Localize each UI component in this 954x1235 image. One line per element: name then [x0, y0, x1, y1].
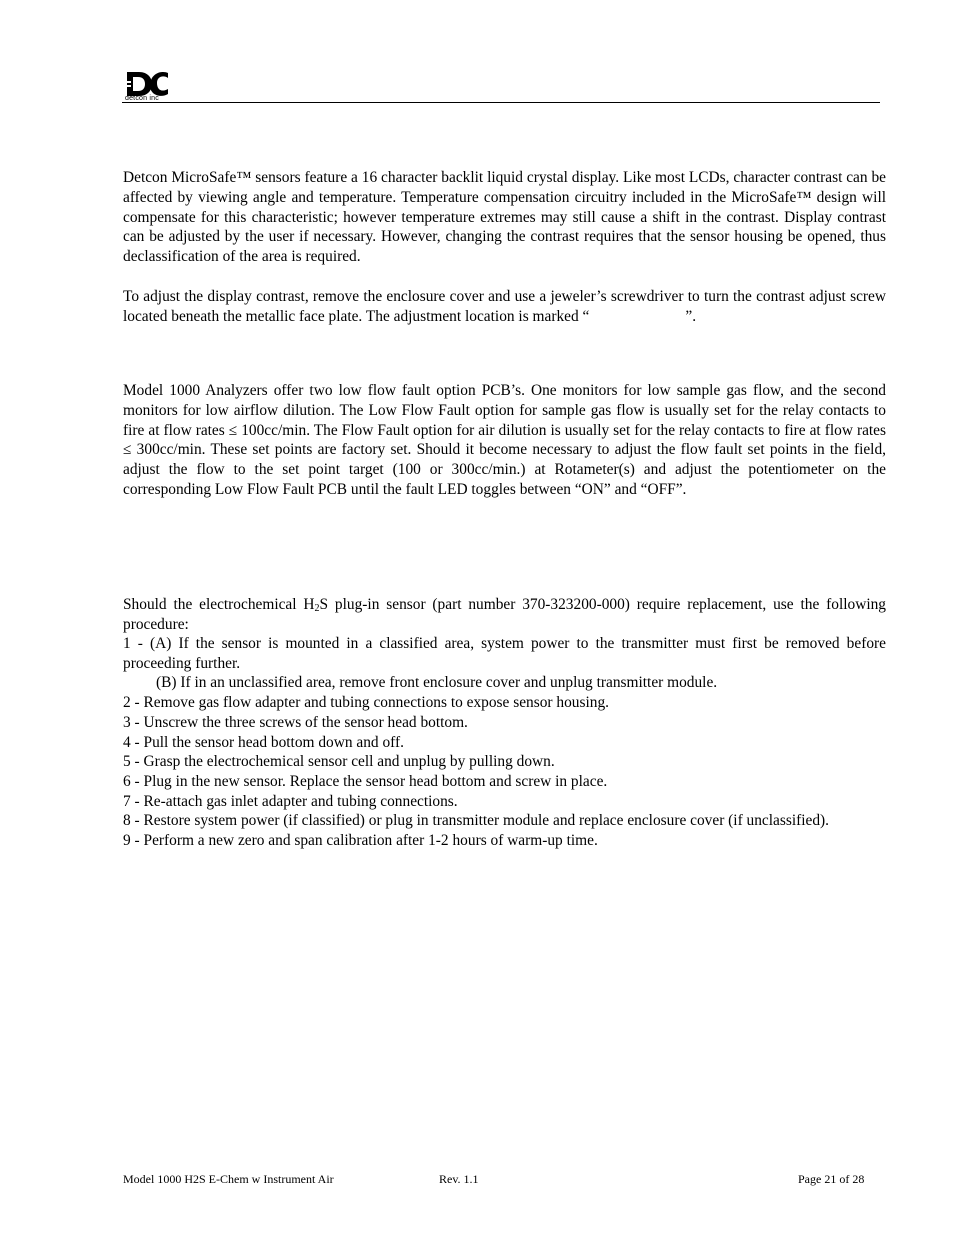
lcd-paragraph-2-text: To adjust the display contrast, remove the enclosure cover and use a jeweler’s screwdriver to turn the contrast adjust screw located beneath the metallic face plate. The adjustment location is marked “: [123, 287, 886, 325]
step-7: 7 - Re-attach gas inlet adapter and tubing connections.: [123, 792, 458, 810]
sensor-intro-text-a: Should the electrochemical H: [123, 596, 315, 613]
step-2: 2 - Remove gas flow adapter and tubing connections to expose sensor housing.: [123, 694, 609, 712]
footer-page-number: Page 21 of 28: [798, 1172, 865, 1186]
step-1a: 1 - (A) If the sensor is mounted in a classified area, system power to the transmitter must first be removed before proceeding further.: [123, 635, 886, 672]
step-8: 8 - Restore system power (if classified) or plug in transmitter module and replace enclosure cover (if unclassified).: [123, 812, 830, 830]
lcd-paragraph-2-close: ”.: [685, 307, 697, 325]
sensor-intro: [123, 595, 886, 635]
lcd-paragraph-1: Detcon MicroSafe™ sensors feature a 16 character backlit liquid crystal display. Like most LCDs, character contrast can be affected by viewing angle and temperature. Temperature compensation circuitry included in the MicroSafe™ design will compensate for this characteristic; however temperature extremes may still cause a shift in the contrast. Display contrast can be adjusted by the user if necessary. However, changing the contrast requires that the sensor housing be opened, thus declassification of the area is required.: [123, 169, 886, 266]
sensor-intro-paragraph: [123, 595, 886, 635]
footer-revision: Rev. 1.1: [439, 1172, 479, 1186]
flow-fault-paragraph: Model 1000 Analyzers offer two low flow fault option PCB’s. One monitors for low sample gas flow, and the second monitors for low airflow dilution. The Low Flow Fault option for sample gas flow is usually set for the relay contacts to fire at flow rates ≤ 100cc/min. The Flow Fault option for air dilution is usually set for the relay contacts to fire at flow rates ≤ 300cc/min. These set points are factory set. Should it become necessary to adjust the flow fault set points in the field, adjust the flow to the set point target (100 or 300cc/min.) at Rotameter(s) and adjust the potentiometer on the corresponding Low Flow Fault PCB until the fault LED toggles between “ON” and “OFF”.: [123, 382, 886, 498]
h2s-subscript: 2: [314, 603, 320, 614]
step-9: 9 - Perform a new zero and span calibration after 1-2 hours of warm-up time.: [123, 832, 598, 850]
logo-text: detcon inc: [125, 95, 159, 102]
step-6: 6 - Plug in the new sensor. Replace the sensor head bottom and screw in place.: [123, 772, 608, 790]
flow-fault-section: [123, 381, 886, 500]
step-3: 3 - Unscrew the three screws of the sensor head bottom.: [123, 713, 468, 731]
lcd-section: [123, 168, 886, 326]
header-rule: [122, 102, 880, 103]
footer-document-title: Model 1000 H2S E-Chem w Instrument Air: [123, 1172, 334, 1186]
replacement-steps: [123, 634, 886, 851]
lcd-paragraph-2: [123, 287, 886, 327]
step-1b: (B) If in an unclassified area, remove front enclosure cover and unplug transmitter module.: [156, 674, 718, 692]
sensor-intro-text-b: S plug-in sensor (part number 370-323200-000) require replacement, use the following procedure:: [123, 596, 886, 633]
step-4: 4 - Pull the sensor head bottom down and off.: [123, 733, 404, 751]
step-5: 5 - Grasp the electrochemical sensor cell and unplug by pulling down.: [123, 753, 555, 771]
